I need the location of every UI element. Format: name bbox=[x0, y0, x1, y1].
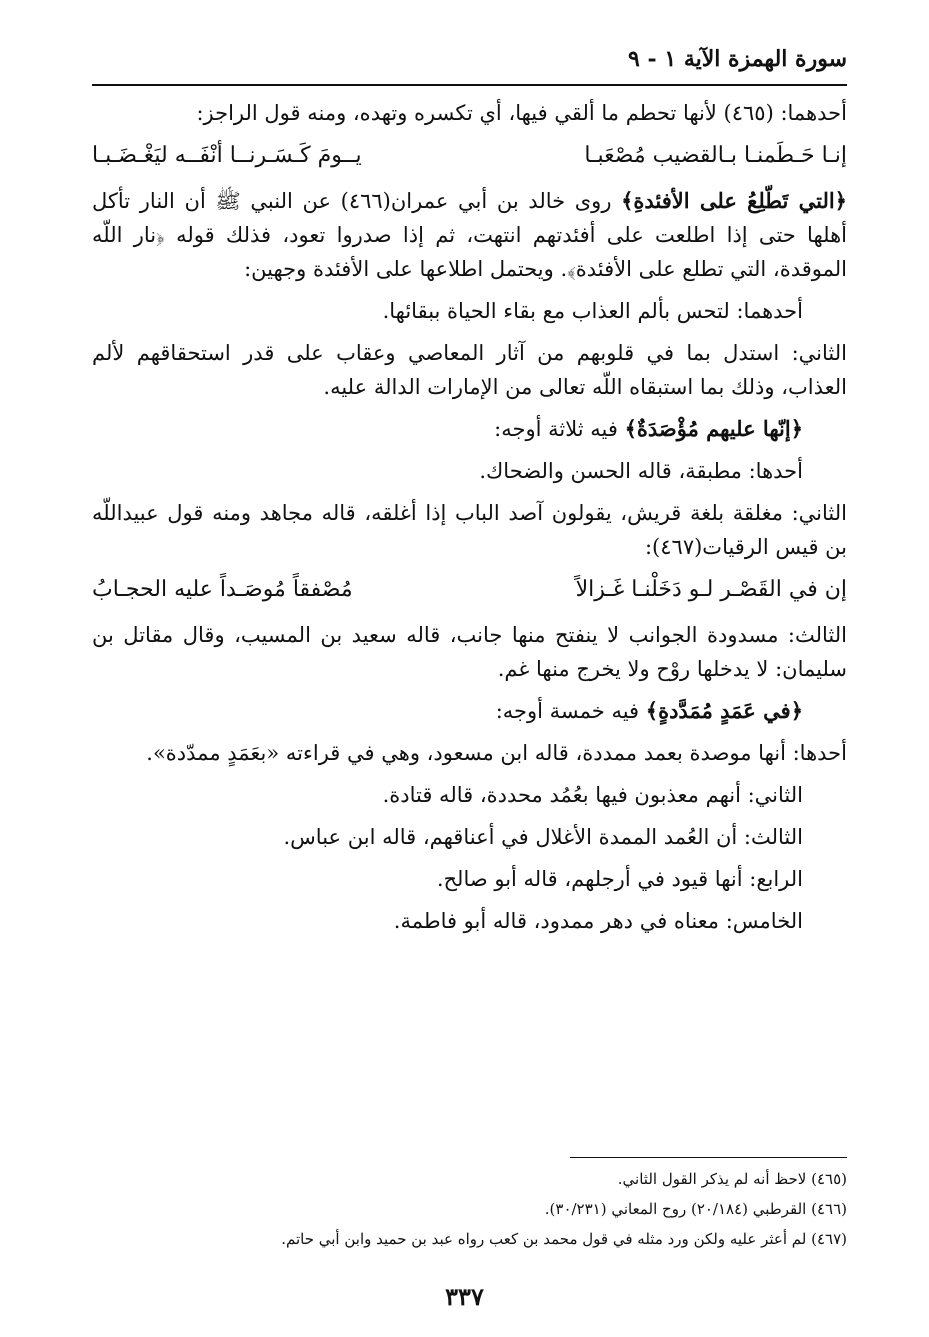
paragraph-14: الثالث: أن العُمد الممدة الأغلال في أعناقهم، قاله ابن عباس. bbox=[283, 825, 803, 849]
paragraph-1: أحدهما: (٤٦٥) لأنها تحطم ما ألقي فيها، أي تكسره وتهده، ومنه قول الراجز: bbox=[196, 101, 847, 125]
paragraph-13: الثاني: أنهم معذبون فيها بعُمُد محددة، قاله قتادة. bbox=[382, 783, 803, 807]
page-body bbox=[92, 96, 847, 946]
running-header bbox=[92, 46, 847, 86]
paragraph-6-text: فيه ثلاثة أوجه: bbox=[494, 417, 625, 441]
footnote-465: (٤٦٥) لاحظ أنه لم يذكر القول الثاني. bbox=[617, 1170, 847, 1188]
verse-1-second-hemistich: يــومَ كَـسَـرنــا أنْفَــه ليَغْـضَـبـا bbox=[92, 143, 362, 168]
paragraph-11 bbox=[92, 694, 847, 728]
paragraph-3 bbox=[92, 184, 847, 286]
paragraph-16: الخامس: معناه في دهر ممدود، قاله أبو فاطمة. bbox=[393, 909, 803, 933]
footnotes bbox=[92, 1164, 847, 1254]
paragraph-12: أحدها: أنها موصدة بعمد ممددة، قاله ابن مسعود، وهي في قراءته «بعَمَدٍ ممدّدة». bbox=[146, 741, 847, 765]
quran-quote: ﴿في عَمَدٍ مُمَدَّدةٍ﴾ bbox=[645, 698, 803, 723]
paragraph-15: الرابع: أنها قيود في أرجلهم، قاله أبو صالح. bbox=[436, 867, 803, 891]
paragraph-7: أحدها: مطبقة، قاله الحسن والضحاك. bbox=[479, 459, 803, 483]
paragraph-4: أحدهما: لتحس بألم العذاب مع بقاء الحياة ببقائها. bbox=[382, 299, 803, 323]
footnote-466: (٤٦٦) القرطبي (٢٠/١٨٤) روح المعاني (٣٠/٢٣١). bbox=[544, 1200, 847, 1218]
quran-quote: ﴿إنّها عليهم مُؤْصَدَةٌ﴾ bbox=[624, 416, 803, 441]
verse-2 bbox=[92, 572, 847, 608]
paragraph-3-text: روى خالد بن أبي عمران(٤٦٦) عن النبي ﷺ أن النار تأكل أهلها حتى إذا اطلعت على أفئدتهم انتهت، ثم إذا صدروا تعود، فذلك قوله ﴿نار اللّه الموقدة، التي تطلع على الأفئدة﴾. ويحتمل اطلاعها على الأفئدة وجهين: bbox=[92, 189, 847, 281]
verse-2-second-hemistich: مُصْفقاً مُوصَـداً عليه الحجـابُ bbox=[92, 577, 353, 602]
header-rule bbox=[92, 84, 847, 86]
quran-quote: ﴿التي تَطّلِعُ على الأفئدةِ﴾ bbox=[621, 188, 847, 213]
verse-2-first-hemistich: إن في القَصْـر لـو دَخَلْنـا غَـزالاً bbox=[575, 577, 847, 602]
paragraph-5: الثاني: استدل بما في قلوبهم من آثار المعاصي وعقاب على قدر استحقاقهم لألم العذاب، وذلك بما استبقاه اللّه تعالى من الإمارات الدالة عليه. bbox=[92, 341, 847, 399]
verse-1 bbox=[92, 138, 847, 174]
footnote-rule bbox=[570, 1157, 847, 1158]
paragraph-11-text: فيه خمسة أوجه: bbox=[495, 699, 646, 723]
verse-1-first-hemistich: إنـا حَـطَمنـا بـالقضيب مُصْعَبـا bbox=[584, 143, 847, 168]
page-number: ٣٣٧ bbox=[445, 1282, 484, 1311]
header-title: سورة الهمزة الآية ١ - ٩ bbox=[628, 46, 847, 72]
paragraph-6 bbox=[92, 412, 847, 446]
paragraph-8: الثاني: مغلقة بلغة قريش، يقولون آصد الباب إذا أغلقه، قاله مجاهد ومنه قول عبيداللّه بن قيس الرقيات(٤٦٧): bbox=[92, 501, 847, 559]
footnote-467: (٤٦٧) لم أعثر عليه ولكن ورد مثله في قول محمد بن كعب رواه عبد بن حميد وابن أبي حاتم. bbox=[281, 1230, 847, 1248]
paragraph-10: الثالث: مسدودة الجوانب لا ينفتح منها جانب، قاله سعيد بن المسيب، وقال مقاتل بن سليمان: لا يدخلها روْح ولا يخرج منها غم. bbox=[92, 623, 847, 681]
